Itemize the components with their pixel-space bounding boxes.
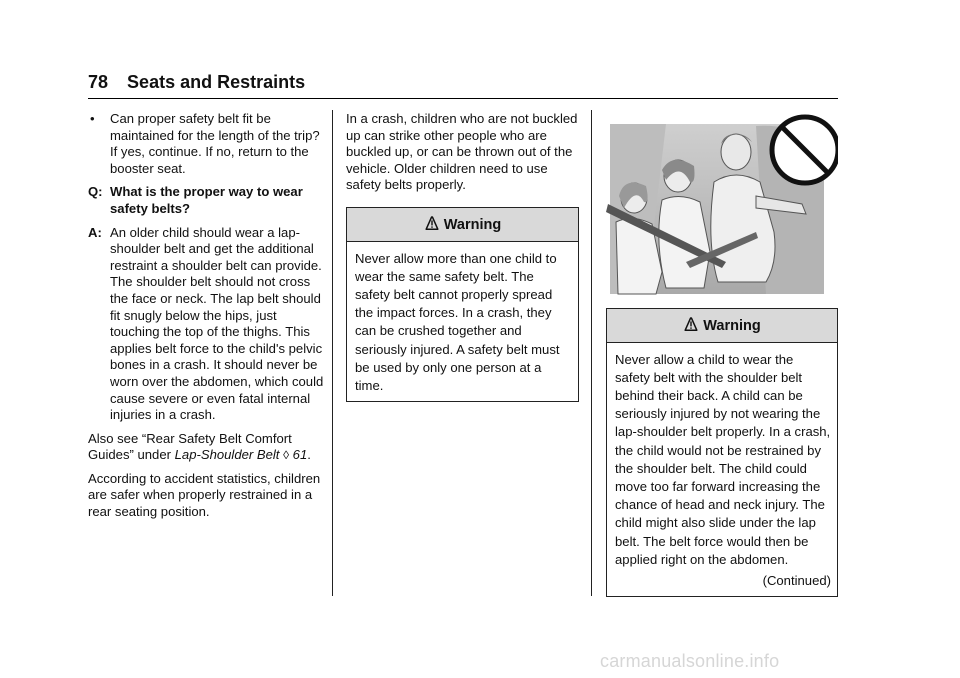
xref-arrow-icon: ◊ (283, 448, 290, 463)
intro-paragraph: In a crash, children who are not buckled up can strike other people who are buckled up, or can be thrown out of the vehicle. Older children need to use safety belts properly. (346, 111, 578, 193)
warning-box-1 (346, 207, 579, 402)
answer-label: A: (88, 224, 102, 240)
page-number: 78 (88, 72, 109, 92)
warning-header (607, 309, 837, 343)
warning-box-2 (606, 308, 838, 597)
question (88, 184, 324, 217)
page-header (88, 72, 305, 93)
bullet-mark: • (90, 111, 95, 126)
statistics-paragraph: According to accident statistics, children are safer when properly restrained in a rear seating position. (88, 470, 321, 520)
answer-text: An older child should wear a lap-shoulder belt and get the additional restraint a shoulder belt can provide. The shoulder belt should not cross the face or neck. The lap belt should fit snugly below the hips, just touching the top of the thighs. This applies belt force to the child's pelvic bones in a crash. It should never be worn over the abdomen, which could cause severe or even fatal internal injuries in a crash. (110, 224, 324, 423)
continued-label: (Continued) (762, 573, 831, 589)
bullet-text: Can proper safety belt fit be maintained for the length of the trip? If yes, continue. If no, return to the booster seat. (110, 111, 320, 176)
answer (88, 225, 324, 424)
column-2 (346, 111, 579, 402)
watermark: carmanualsonline.info (600, 651, 780, 671)
column-1 (88, 111, 324, 528)
see-also-suffix: . (307, 447, 311, 463)
warning-triangle-icon (424, 215, 440, 231)
column-divider-2 (591, 110, 592, 596)
header-rule (88, 98, 838, 99)
warning-triangle-icon (683, 316, 699, 332)
warning-title: Warning (443, 216, 502, 233)
question-text: What is the proper way to wear safety belts? (110, 184, 303, 216)
column-3 (606, 112, 838, 597)
section-title: Seats and Restraints (127, 72, 306, 92)
warning-text-block (607, 343, 837, 597)
see-also-link[interactable]: Lap-Shoulder Belt (174, 447, 280, 463)
warning-title: Warning (703, 318, 761, 334)
column-divider-1 (332, 110, 333, 596)
question-label: Q: (88, 184, 103, 200)
see-also-paragraph (88, 431, 324, 464)
warning-text: Never allow a child to wear the safety belt with the shoulder belt behind their back. A child can be seriously injured by not wearing the lap-shoulder belt properly. In a crash, the child would not be restrained by the shoulder belt. The child could move too far forward increasing the chance of head and neck injury. The child might also slide under the lap belt. The belt force would then be applied right on the abdomen. (615, 351, 831, 567)
warning-header (347, 208, 578, 242)
warning-text: Never allow more than one child to wear the same safety belt. The safety belt cannot properly spread the impact forces. In a crash, they can be crushed together and seriously injured. A safety belt must be used by only one person at a time. (355, 250, 560, 393)
see-also-prefix: Also see “Rear Safety Belt Comfort Guides” under (88, 430, 292, 463)
children-sharing-belt-illustration (606, 112, 838, 297)
bullet-item (88, 111, 324, 177)
see-also-page[interactable]: 61 (292, 447, 308, 463)
